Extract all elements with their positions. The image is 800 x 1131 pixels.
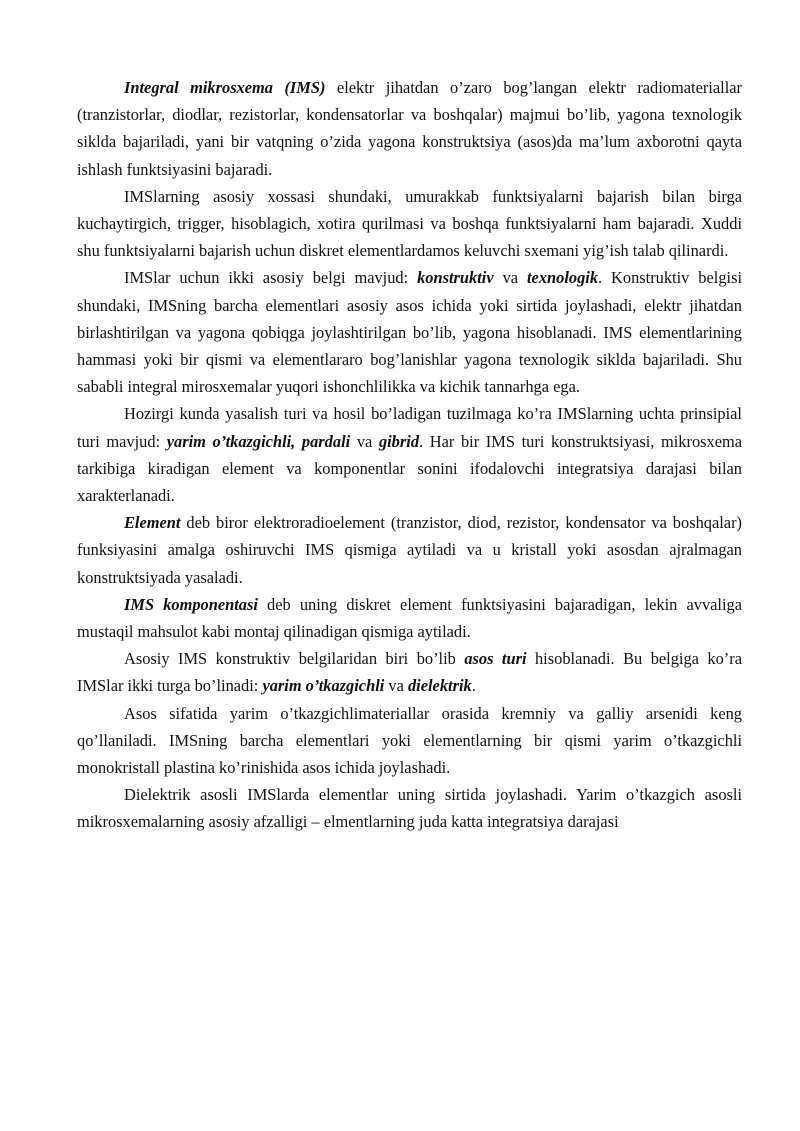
text-run: IMSlarning asosiy xossasi shundaki, umurakkab funktsiyalarni bajarish bilan birga kuchaytirgich, trigger, hisoblagich, xotira qurilmasi va boshqa funktsiyalarni ham bajaradi. Xuddi shu funktsiyalarni bajarish uchun diskret elementlardamos keluvchi sxemani yig’ish talab qilinardi. [77, 186, 742, 261]
paragraph-ims-property [77, 183, 742, 265]
term-gibrid: gibrid [378, 431, 420, 451]
text-run: . [471, 676, 476, 696]
term-texnologik: texnologik [526, 268, 599, 288]
text-run: . Konstruktiv belgisi shundaki, IMSning barcha elementlari asosiy asos ichida yoki sirtida joylashadi, elektr jihatdan birlashtirilgan va yagona qobiqga joylashtirilgan bo’lib, yagona hisoblanadi. IMS elementlarining hammasi yoki bir qismi va elementlararo bog’lanishlar yagona texnologik siklda bajariladi. Shu sababli integral mirosxemalar yuqori ishonchlilikka va kichik tannarhga ega. [77, 268, 743, 397]
paragraph-element [77, 509, 742, 591]
text-run: va [350, 431, 379, 451]
term-dielektrik: dielektrik [407, 676, 472, 696]
paragraph-ims-definition [77, 74, 742, 183]
term-ims-komponentasi: IMS komponentasi [124, 594, 258, 614]
text-run: Dielektrik asosli IMSlarda elementlar uning sirtida joylashadi. Yarim o’tkazgich asosli mikrosxemalarning asosiy afzalligi – elmentlarning juda katta integratsiya darajasi [77, 785, 742, 832]
term-integral-mikrosxema: Integral mikrosxema (IMS) [124, 78, 326, 97]
paragraph-asos-materiallar [77, 700, 742, 782]
text-run: elektr jihatdan o’zaro bog’langan elektr radiomateriallar (tranzistorlar, diodlar, rezistorlar, kondensatorlar va boshqalar) majmui bo’lib, yagona texnologik siklda bajariladi, yani bir vatqning o’zida yagona konstruktsiya (asos)da ma’lum axborotni qayta ishlash funktsiyasini bajaradi. [77, 78, 742, 179]
paragraph-asos-turi [77, 645, 742, 699]
text-run: va [493, 268, 527, 288]
text-run: deb biror elektroradioelement (tranzistor, diod, rezistor, kondensator va boshqalar) funksiyasini amalga oshiruvchi IMS qismiga aytiladi va u kristall yoki asosdan ajralmagan konstruktsiyada yasaladi. [77, 513, 742, 587]
text-run: deb uning diskret element funktsiyasini bajaradigan, lekin avvaliga mustaqil mahsulot kabi montaj qilinadigan qismiga aytiladi. [77, 594, 742, 642]
document-page [77, 74, 742, 836]
term-element: Element [124, 513, 181, 533]
paragraph-dielektrik-asos [77, 781, 742, 835]
term-yarim-pardali: yarim o’tkazgichli, pardali [166, 431, 351, 451]
paragraph-ims-komponentasi [77, 591, 742, 645]
text-run: . Har bir IMS turi konstruktsiyasi, mikrosxema tarkibiga kiradigan element va komponentlar sonini ifodalovchi integratsiya darajasi bilan xarakterlanadi. [77, 431, 743, 506]
term-yarim-otkazgichli: yarim o’tkazgichli [262, 676, 385, 696]
text-run: Asos sifatida yarim o’tkazgichlimateriallar orasida kremniy va galliy arsenidi keng qo’llaniladi. IMSning barcha elementlari yoki elementlarning bir qismi yarim o’tkazgichli monokristall plastina ko’rinishida asos ichida joylashadi. [77, 703, 742, 778]
term-asos-turi: asos turi [464, 649, 527, 669]
text-run: va [384, 676, 408, 696]
paragraph-ims-types [77, 400, 742, 509]
paragraph-ims-signs [77, 264, 742, 400]
text-run: Asosiy IMS konstruktiv belgilaridan biri bo’lib [124, 649, 465, 669]
term-konstruktiv: konstruktiv [417, 268, 494, 288]
text-run: IMSlar uchun ikki asosiy belgi mavjud: [124, 268, 418, 288]
text-run: hisoblanadi. Bu belgiga ko’ra IMSlar ikki turga bo’linadi: [77, 649, 742, 696]
text-run: Hozirgi kunda yasalish turi va hosil bo’ladigan tuzilmaga ko’ra IMSlarning uchta prinsipial turi mavjud: [77, 404, 742, 451]
